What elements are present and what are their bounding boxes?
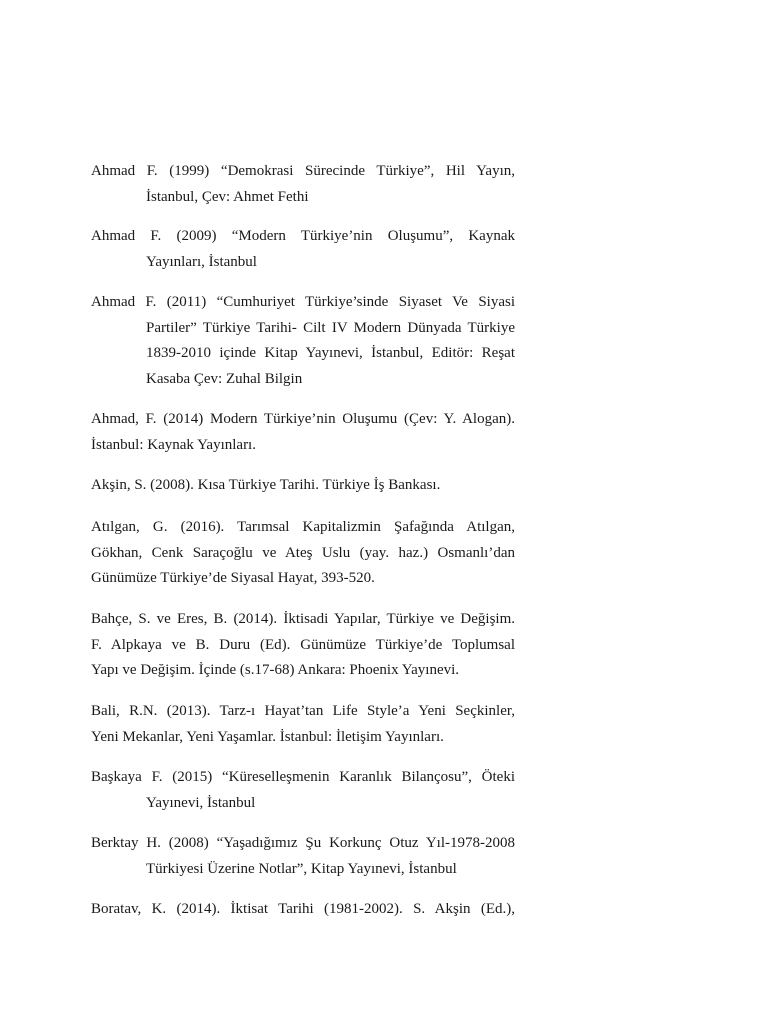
reference-line: Boratav, K. (2014). İktisat Tarihi (1981-2002). S. Akşin (Ed.),	[91, 901, 515, 917]
reference-line: Ahmad, F. (2014) Modern Türkiye’nin Oluşumu (Çev: Y. Alogan).	[91, 411, 515, 427]
reference-line: F. Alpkaya ve B. Duru (Ed). Günümüze Türkiye’de Toplumsal	[91, 636, 515, 653]
reference-entry	[91, 897, 515, 923]
reference-entry	[91, 290, 515, 392]
reference-line: Yayınları, İstanbul	[146, 253, 257, 270]
reference-line: Partiler” Türkiye Tarihi- Cilt IV Modern Dünyada Türkiye	[146, 319, 515, 336]
reference-entry	[91, 607, 515, 684]
reference-line: Günümüze Türkiye’de Siyasal Hayat, 393-520.	[91, 570, 375, 587]
reference-line: Kasaba Çev: Zuhal Bilgin	[146, 370, 303, 387]
reference-line: Bali, R.N. (2013). Tarz-ı Hayat’tan Life Style’a Yeni Seçkinler,	[91, 703, 515, 719]
reference-line: İstanbul: Kaynak Yayınları.	[91, 436, 256, 453]
reference-entry	[91, 473, 515, 499]
reference-line: Yapı ve Değişim. İçinde (s.17-68) Ankara: Phoenix Yayınevi.	[91, 662, 460, 679]
reference-line: Ahmad F. (2009) “Modern Türkiye’nin Oluşumu”, Kaynak	[91, 228, 515, 244]
reference-line: İstanbul, Çev: Ahmet Fethi	[146, 188, 309, 205]
reference-line: 1839-2010 içinde Kitap Yayınevi, İstanbul, Editör: Reşat	[146, 345, 515, 362]
reference-entry	[91, 407, 515, 458]
reference-line: Yeni Mekanlar, Yeni Yaşamlar. İstanbul: İletişim Yayınları.	[91, 728, 444, 745]
reference-entry	[91, 159, 515, 210]
reference-line: Akşin, S. (2008). Kısa Türkiye Tarihi. Türkiye İş Bankası.	[91, 477, 441, 493]
reference-line: Ahmad F. (1999) “Demokrasi Sürecinde Türkiye”, Hil Yayın,	[91, 163, 515, 179]
reference-entry	[91, 765, 515, 816]
reference-line: Türkiyesi Üzerine Notlar”, Kitap Yayınevi, İstanbul	[146, 860, 457, 877]
reference-line: Gökhan, Cenk Saraçoğlu ve Ateş Uslu (yay. haz.) Osmanlı’dan	[91, 544, 515, 561]
reference-entry	[91, 224, 515, 275]
reference-line: Atılgan, G. (2016). Tarımsal Kapitalizmin Şafağında Atılgan,	[91, 519, 515, 535]
reference-entry	[91, 831, 515, 882]
reference-line: Yayınevi, İstanbul	[146, 794, 256, 811]
reference-entry	[91, 699, 515, 750]
reference-line: Ahmad F. (2011) “Cumhuriyet Türkiye’sinde Siyaset Ve Siyasi	[91, 294, 515, 310]
reference-line: Başkaya F. (2015) “Küreselleşmenin Karanlık Bilançosu”, Öteki	[91, 769, 515, 785]
reference-entry	[91, 515, 515, 592]
reference-line: Bahçe, S. ve Eres, B. (2014). İktisadi Yapılar, Türkiye ve Değişim.	[91, 611, 515, 627]
reference-line: Berktay H. (2008) “Yaşadığımız Şu Korkunç Otuz Yıl-1978-2008	[91, 835, 515, 851]
